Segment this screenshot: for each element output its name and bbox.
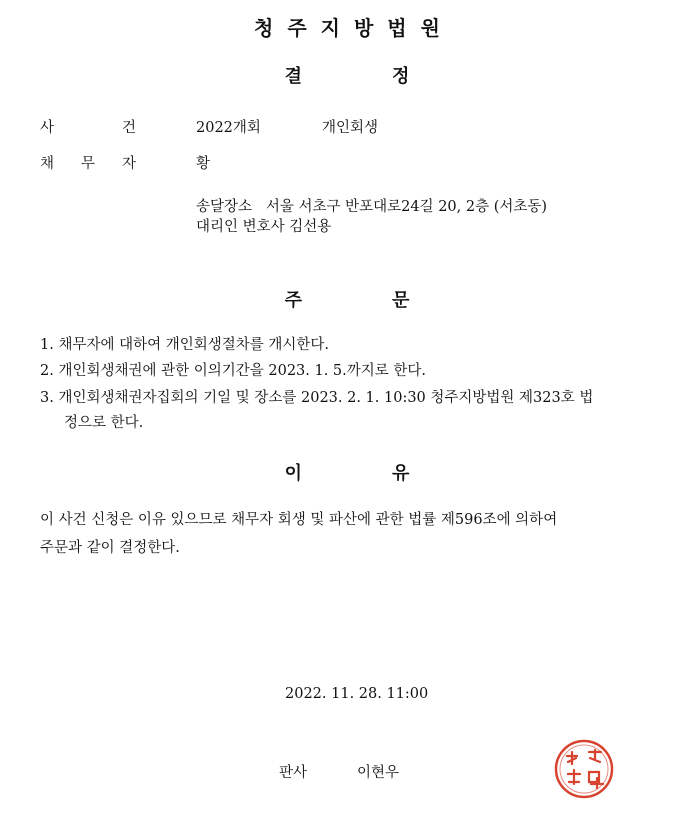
case-label-1: 사 — [40, 120, 55, 136]
reason-heading: 이 유 — [284, 463, 410, 484]
court-name: 청주지방법원 — [254, 16, 454, 40]
case-label-2: 건 — [122, 120, 137, 136]
order-heading: 주 문 — [284, 290, 410, 311]
debtor-label-1: 채 — [40, 156, 55, 172]
order-item-3-cont: 정으로 한다. — [64, 415, 144, 431]
reason-line-1: 이 사건 신청은 이유 있으므로 채무자 회생 및 파산에 관한 법률 제596조에 의하여 — [40, 512, 558, 528]
agent: 대리인 변호사 김선용 — [196, 219, 332, 235]
decision-date: 2022. 11. 28. 11:00 — [285, 686, 429, 702]
debtor-label-2: 무 — [81, 156, 96, 172]
debtor-name: 황 — [196, 156, 211, 172]
reason-line-2: 주문과 같이 결정한다. — [40, 540, 180, 556]
order-item-3: 3. 개인회생채권자집회의 기일 및 장소를 2023. 2. 1. 10:30 청주지방법원 제323호 법 — [40, 390, 594, 406]
case-number: 2022개회 — [196, 120, 261, 136]
order-item-2: 2. 개인회생채권에 관한 이의기간을 2023. 1. 5.까지로 한다. — [40, 363, 427, 379]
judge-label: 판사 — [279, 765, 308, 781]
case-type: 개인회생 — [322, 120, 379, 136]
order-item-1: 1. 채무자에 대하여 개인회생절차를 개시한다. — [40, 337, 330, 353]
judge-name: 이현우 — [357, 765, 400, 781]
debtor-label-3: 자 — [122, 156, 137, 172]
court-seal-icon — [553, 738, 615, 800]
service-address: 송달장소 서울 서초구 반포대로24길 20, 2층 (서초동) — [196, 199, 548, 215]
document-title: 결 정 — [284, 66, 410, 87]
